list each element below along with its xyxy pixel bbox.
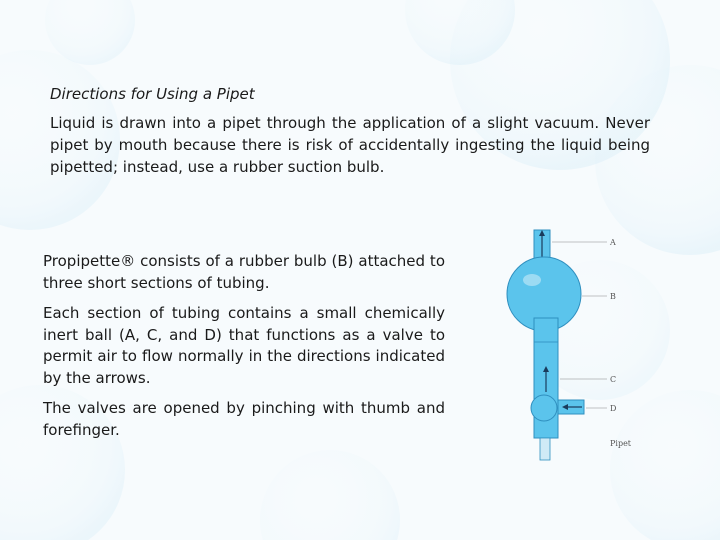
description-paragraph-2: Each section of tubing contains a small chemically inert ball (A, C, and D) that functions as a valve to permit air to flow normally in the directions indicated by the arrows. [43,304,445,387]
diagram-label-c: C [610,375,617,384]
diagram-label-b: B [610,292,616,301]
valve-ball-d [531,395,557,421]
pipet-tube [540,438,550,460]
propipette-diagram [500,222,650,462]
propipette-description [43,251,445,450]
page-heading: Directions for Using a Pipet [50,85,255,103]
description-paragraph-3: The valves are opened by pinching with thumb and forefinger. [43,399,445,439]
intro-paragraph: Liquid is drawn into a pipet through the application of a slight vacuum. Never pipet by mouth because there is risk of accidentally ingesting the liquid being pipetted; instead, use a rubber suction bulb. [50,114,650,176]
diagram-label-pipet: Pipet [610,439,632,448]
description-paragraph-1: Propipette® consists of a rubber bulb (B) attached to three short sections of tubing. [43,252,445,292]
diagram-label-a: A [610,238,616,247]
diagram-label-d: D [610,404,617,413]
